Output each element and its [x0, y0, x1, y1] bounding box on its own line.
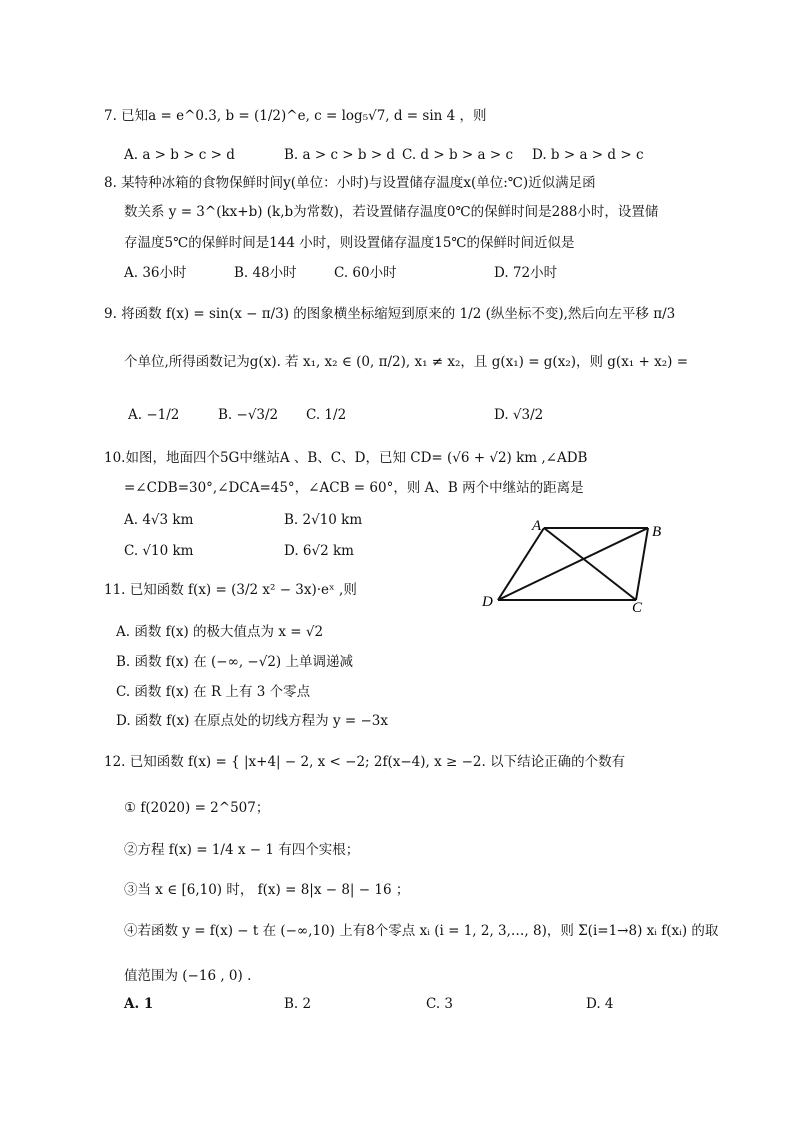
q8-option-b: B. 48小时	[234, 265, 297, 281]
q12-item-3: ③当 x ∈ [6,10) 时， f(x) = 8|x − 8| − 16 ；	[124, 882, 410, 898]
q8-option-d: D. 72小时	[494, 265, 558, 281]
q10-option-c: C. √10 km	[124, 543, 194, 559]
q12-item-5: 值范围为 (−16 , 0) .	[124, 968, 252, 984]
q8-option-a: A. 36小时	[124, 265, 187, 281]
q10-option-b: B. 2√10 km	[284, 512, 363, 528]
point-b-label: B	[652, 524, 662, 540]
q7-option-a: A. a > b > c > d	[124, 147, 235, 163]
q10-option-a: A. 4√3 km	[124, 512, 194, 528]
q9-option-a: A. −1/2	[128, 407, 180, 423]
q10-line-1: 10.如图，地面四个5G中继站A 、B、C、D，已知 CD= (√6 + √2) km ,∠ADB	[104, 450, 588, 466]
q11-option-b: B. 函数 f(x) 在 (−∞, −√2) 上单调递减	[116, 654, 353, 670]
q12-item-4: ④若函数 y = f(x) − t 在 (−∞,10) 上有8个零点 xᵢ (i = 1, 2, 3,…, 8)，则 Σ(i=1→8) xᵢ f(xᵢ) 的取	[124, 923, 719, 939]
q12-item-2: ②方程 f(x) = 1/4 x − 1 有四个实根；	[124, 842, 360, 858]
q11-option-c: C. 函数 f(x) 在 R 上有 3 个零点	[116, 684, 311, 700]
q8-line-3: 存温度5℃的保鲜时间是144 小时，则设置储存温度15℃的保鲜时间近似是	[124, 235, 575, 251]
q9-option-b: B. −√3/2	[218, 407, 279, 423]
q9-option-c: C. 1/2	[306, 407, 347, 423]
q8-option-c: C. 60小时	[334, 265, 397, 281]
point-a-label: A	[532, 518, 542, 534]
q10-line-2: =∠CDB=30°,∠DCA=45°，∠ACB = 60°，则 A、B 两个中继站的距离是	[124, 480, 584, 496]
q12-item-1: ① f(2020) = 2^507；	[124, 800, 270, 816]
q7-stem: 7. 已知a = e^0.3, b = (1/2)^e, c = log₅√7, d = sin 4 ，则	[104, 108, 487, 124]
q11-stem: 11. 已知函数 f(x) = (3/2 x² − 3x)·eˣ ,则	[104, 582, 357, 598]
q11-option-a: A. 函数 f(x) 的极大值点为 x = √2	[116, 624, 324, 640]
q8-line-2: 数关系 y = 3^(kx+b) (k,b为常数)，若设置储存温度0℃的保鲜时间是288小时，设置储	[124, 204, 659, 220]
q7-option-d: D. b > a > d > c	[532, 147, 644, 163]
q9-line-2: 个单位,所得函数记为g(x). 若 x₁, x₂ ∈ (0, π/2), x₁ ≠ x₂，且 g(x₁) = g(x₂)，则 g(x₁ + x₂) =	[124, 354, 689, 370]
q12-option-a: A. 1	[124, 996, 154, 1012]
q12-option-c: C. 3	[426, 996, 454, 1012]
q12-stem: 12. 已知函数 f(x) = { |x+4| − 2, x < −2; 2f(x−4), x ≥ −2. 以下结论正确的个数有	[104, 754, 626, 770]
q10-figure	[476, 514, 676, 614]
q12-option-d: D. 4	[586, 996, 614, 1012]
point-d-label: D	[482, 594, 493, 610]
q10-option-d: D. 6√2 km	[284, 543, 354, 559]
q9-line-1: 9. 将函数 f(x) = sin(x − π/3) 的图象横坐标缩短到原来的 1/2 (纵坐标不变),然后向左平移 π/3	[104, 306, 676, 322]
q7-option-c: C. d > b > a > c	[402, 147, 514, 163]
q9-option-d: D. √3/2	[494, 407, 544, 423]
q12-option-b: B. 2	[284, 996, 312, 1012]
q11-option-d: D. 函数 f(x) 在原点处的切线方程为 y = −3x	[116, 713, 388, 729]
q7-option-b: B. a > c > b > d	[284, 147, 396, 163]
q8-line-1: 8. 某特种冰箱的食物保鲜时间y(单位：小时)与设置储存温度x(单位:℃)近似满足函	[104, 175, 596, 191]
point-c-label: C	[632, 600, 643, 614]
